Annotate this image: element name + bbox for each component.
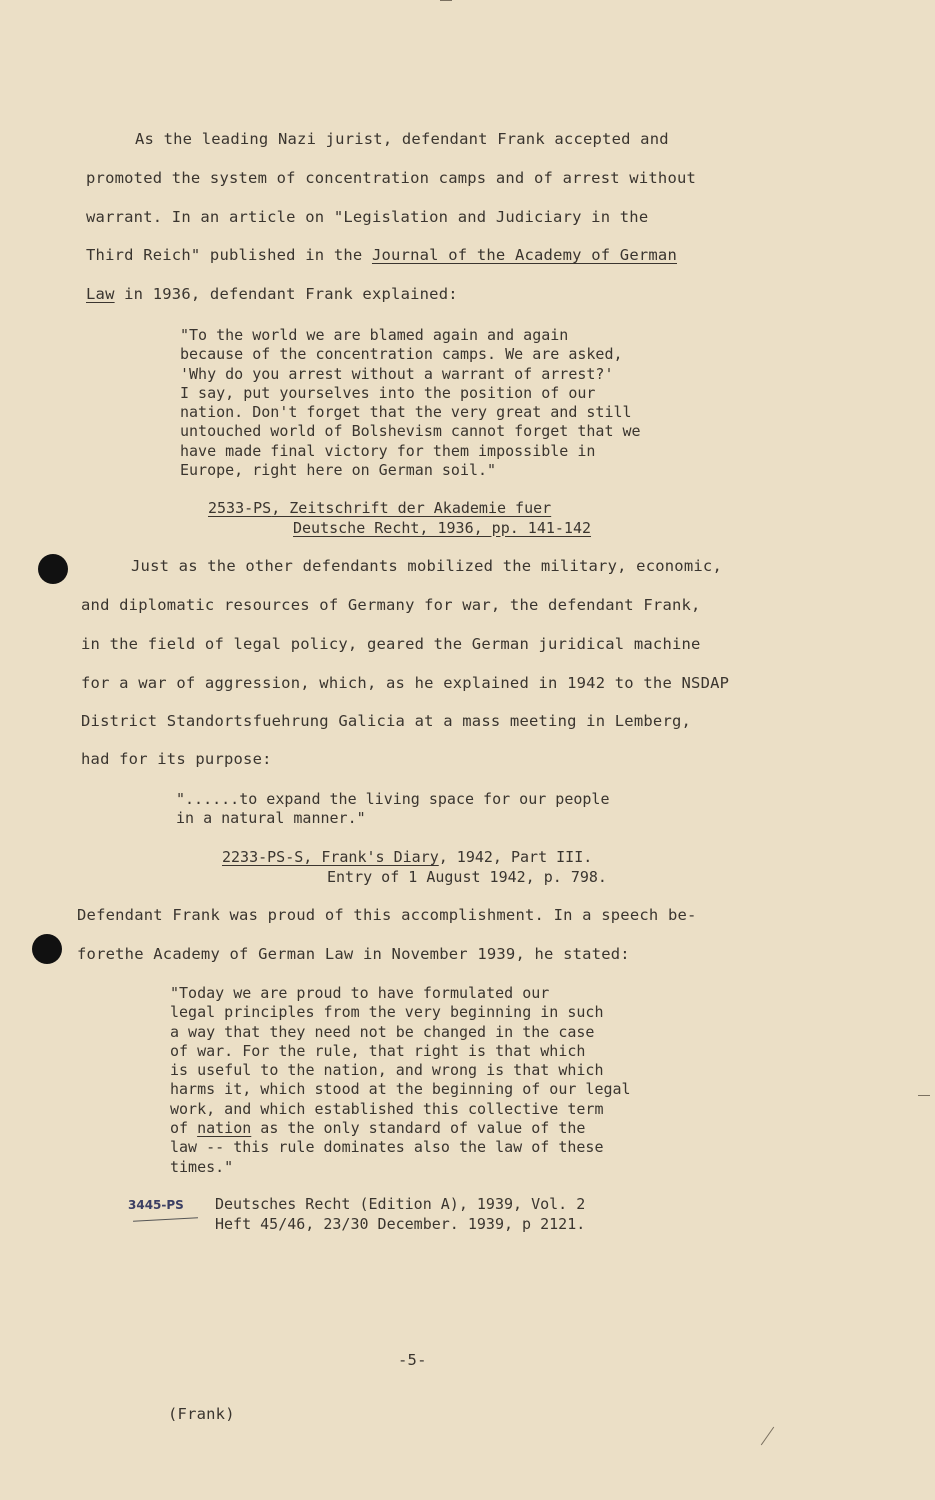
citation-line: Entry of 1 August 1942, p. 798. <box>327 867 607 886</box>
quote-line: Europe, right here on German soil." <box>180 461 497 480</box>
text-line: and diplomatic resources of Germany for war, the defendant Frank, <box>81 596 701 614</box>
quote-line: is useful to the nation, and wrong is that which <box>170 1061 604 1080</box>
footer-label: (Frank) <box>168 1405 235 1423</box>
journal-title-end: Law <box>86 285 115 303</box>
text-line: forethe Academy of German Law in November 1939, he stated: <box>77 945 630 963</box>
handwritten-underline <box>133 1217 198 1221</box>
citation-line: Deutsche Recht, 1936, pp. 141-142 <box>293 518 592 537</box>
citation-line <box>222 848 607 868</box>
quote-line: because of the concentration camps. We are asked, <box>180 345 623 364</box>
text-line: District Standortsfuehrung Galicia at a mass meeting in Lemberg, <box>81 712 692 730</box>
citation-line: Heft 45/46, 23/30 December. 1939, p 2121. <box>215 1214 586 1233</box>
text-line: in the field of legal policy, geared the German juridical machine <box>81 635 701 653</box>
punch-hole <box>32 934 62 964</box>
text-line: As the leading Nazi jurist, defendant Frank accepted and <box>135 130 669 148</box>
document-id: 2533-PS <box>208 499 272 517</box>
text-run: of <box>170 1119 198 1138</box>
quote-1 <box>180 326 641 480</box>
quote-line: untouched world of Bolshevism cannot forget that we <box>180 422 641 441</box>
quote-line: legal principles from the very beginning in such <box>170 1003 604 1022</box>
citation-1 <box>208 499 591 538</box>
text-line <box>86 285 458 303</box>
quote-3 <box>170 984 631 1177</box>
quote-line: of war. For the rule, that right is that which <box>170 1041 586 1060</box>
text-line: promoted the system of concentration camps and of arrest without <box>86 169 697 187</box>
citation-3 <box>215 1195 585 1234</box>
quote-line: 'Why do you arrest without a warrant of arrest?' <box>180 364 614 383</box>
text-run: Third Reich" published in the <box>86 246 372 264</box>
text-line: Defendant Frank was proud of this accomplishment. In a speech be- <box>77 906 697 924</box>
citation-line <box>208 499 591 519</box>
text-line: for a war of aggression, which, as he explained in 1942 to the NSDAP <box>81 674 730 692</box>
quote-line: "Today we are proud to have formulated our <box>170 984 550 1002</box>
citation-text: , 1942, Part III. <box>438 848 593 866</box>
quote-line: work, and which established this collective term <box>170 1099 604 1118</box>
quote-line: times." <box>170 1157 234 1176</box>
text-run: in 1936, defendant Frank explained: <box>114 285 458 303</box>
citation-2 <box>222 848 607 887</box>
quote-2 <box>176 790 609 829</box>
quote-line: law -- this rule dominates also the law of these <box>170 1138 604 1157</box>
quote-line <box>170 1119 631 1138</box>
text-line <box>86 246 677 264</box>
stray-mark <box>761 1427 774 1446</box>
page-number: -5- <box>398 1351 427 1369</box>
quote-line: have made final victory for them impossible in <box>180 441 596 460</box>
handwritten-document-id: 3445-PS <box>128 1198 184 1212</box>
emphasized-word: nation <box>197 1119 252 1138</box>
quote-line: harms it, which stood at the beginning of our legal <box>170 1080 631 1099</box>
quote-line: "To the world we are blamed again and again <box>180 326 569 344</box>
quote-line: "......to expand the living space for our people <box>176 790 610 808</box>
quote-line: in a natural manner." <box>176 809 366 828</box>
journal-title: Journal of the Academy of German <box>371 246 677 264</box>
punch-hole <box>38 554 68 584</box>
citation-line: Deutsches Recht (Edition A), 1939, Vol. 2 <box>215 1195 586 1213</box>
citation-text: , Zeitschrift der Akademie fuer <box>271 499 552 517</box>
document-id: 2233-PS-S, Frank's Diary <box>222 848 439 866</box>
stray-mark <box>918 1095 930 1096</box>
quote-line: a way that they need not be changed in the case <box>170 1022 595 1041</box>
text-line: had for its purpose: <box>81 750 272 768</box>
text-line: Just as the other defendants mobilized the military, economic, <box>131 557 722 575</box>
stray-mark <box>440 0 452 1</box>
text-line: warrant. In an article on "Legislation and Judiciary in the <box>86 208 649 226</box>
quote-line: nation. Don't forget that the very great and still <box>180 403 632 422</box>
text-run: as the only standard of value of the <box>251 1119 586 1138</box>
quote-line: I say, put yourselves into the position of our <box>180 383 596 402</box>
